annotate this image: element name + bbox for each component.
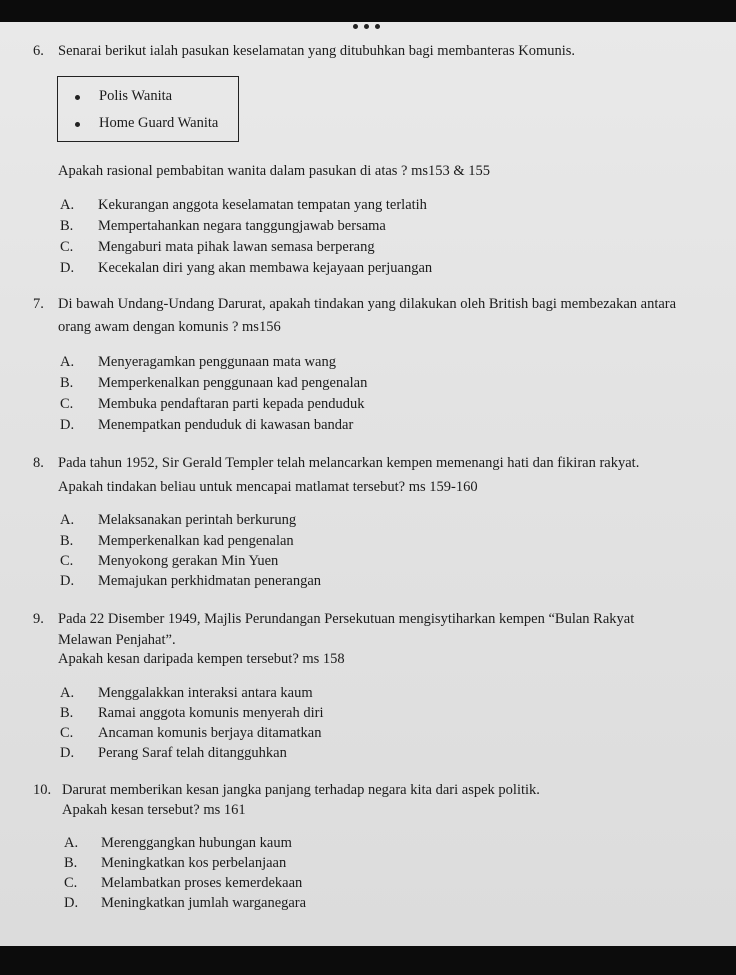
option-letter: B. (60, 705, 74, 721)
option-letter: C. (60, 553, 74, 569)
option-letter: A. (64, 835, 79, 851)
option-text: Kecekalan diri yang akan membawa kejayaan perjuangan (98, 260, 433, 276)
question-number: 8. (33, 455, 44, 471)
option-letter: D. (60, 260, 75, 276)
question-number: 10. (33, 782, 52, 798)
question-number: 9. (33, 611, 44, 627)
question-stem: Apakah kesan daripada kempen tersebut? ms 158 (58, 651, 345, 667)
option-text: Membuka pendaftaran parti kepada penduduk (98, 396, 365, 412)
option-text: Merenggangkan hubungan kaum (101, 835, 292, 851)
option-text: Melaksanakan perintah berkurung (98, 512, 297, 528)
option-letter: A. (60, 512, 75, 528)
option-text: Melambatkan proses kemerdekaan (101, 875, 303, 891)
worksheet-page (0, 22, 736, 946)
question-number: 7. (33, 296, 44, 312)
option-text: Memajukan perkhidmatan penerangan (98, 573, 322, 589)
option-letter: B. (60, 218, 74, 234)
question-stem: Senarai berikut ialah pasukan keselamatan yang ditubuhkan bagi membanteras Komunis. (58, 43, 576, 59)
option-letter: A. (60, 354, 75, 370)
option-text: Menggalakkan interaksi antara kaum (98, 685, 313, 701)
option-text: Memperkenalkan kad pengenalan (98, 533, 294, 549)
question-stem: Melawan Penjahat”. (58, 632, 176, 648)
option-text: Meningkatkan jumlah warganegara (101, 895, 307, 911)
option-letter: B. (60, 375, 74, 391)
dot-icon (364, 24, 369, 29)
option-letter: C. (60, 725, 74, 741)
question-stem: Darurat memberikan kesan jangka panjang terhadap negara kita dari aspek politik. (62, 782, 540, 798)
bullet-icon (75, 95, 80, 100)
question-prompt: Apakah rasional pembabitan wanita dalam pasukan di atas ? ms153 & 155 (58, 163, 491, 179)
bullet-icon (75, 122, 80, 127)
option-text: Mengaburi mata pihak lawan semasa berperang (98, 239, 375, 255)
box-item: Polis Wanita (99, 88, 173, 104)
option-letter: A. (60, 197, 75, 213)
option-text: Menempatkan penduduk di kawasan bandar (98, 417, 354, 433)
question-stem: Di bawah Undang-Undang Darurat, apakah tindakan yang dilakukan oleh British bagi membezakan antara (58, 296, 677, 312)
option-text: Menyeragamkan penggunaan mata wang (98, 354, 336, 370)
option-letter: C. (60, 239, 74, 255)
question-stem: Pada 22 Disember 1949, Majlis Perundangan Persekutuan mengisytiharkan kempen “Bulan Rakyat (58, 611, 635, 627)
option-letter: D. (64, 895, 79, 911)
box-item: Home Guard Wanita (99, 115, 219, 131)
option-text: Mempertahankan negara tanggungjawab bersama (98, 218, 386, 234)
question-stem: Apakah kesan tersebut? ms 161 (62, 802, 246, 818)
option-letter: D. (60, 417, 75, 433)
option-text: Perang Saraf telah ditangguhkan (98, 745, 287, 761)
question-stem: orang awam dengan komunis ? ms156 (58, 319, 281, 335)
option-text: Menyokong gerakan Min Yuen (98, 553, 279, 569)
option-text: Kekurangan anggota keselamatan tempatan yang terlatih (98, 197, 427, 213)
option-letter: B. (64, 855, 78, 871)
option-letter: A. (60, 685, 75, 701)
option-text: Memperkenalkan penggunaan kad pengenalan (98, 375, 368, 391)
option-letter: D. (60, 573, 75, 589)
option-text: Meningkatkan kos perbelanjaan (101, 855, 287, 871)
option-text: Ancaman komunis berjaya ditamatkan (98, 725, 322, 741)
security-units-box (57, 76, 239, 142)
ellipsis-dots (353, 24, 380, 32)
question-stem: Pada tahun 1952, Sir Gerald Templer telah melancarkan kempen memenangi hati dan fikiran rakyat. (58, 455, 640, 471)
option-letter: C. (60, 396, 74, 412)
option-text: Ramai anggota komunis menyerah diri (98, 705, 324, 721)
option-letter: B. (60, 533, 74, 549)
question-stem: Apakah tindakan beliau untuk mencapai matlamat tersebut? ms 159-160 (58, 479, 478, 495)
dot-icon (353, 24, 358, 29)
option-letter: C. (64, 875, 78, 891)
option-letter: D. (60, 745, 75, 761)
dot-icon (375, 24, 380, 29)
question-number: 6. (33, 43, 44, 59)
